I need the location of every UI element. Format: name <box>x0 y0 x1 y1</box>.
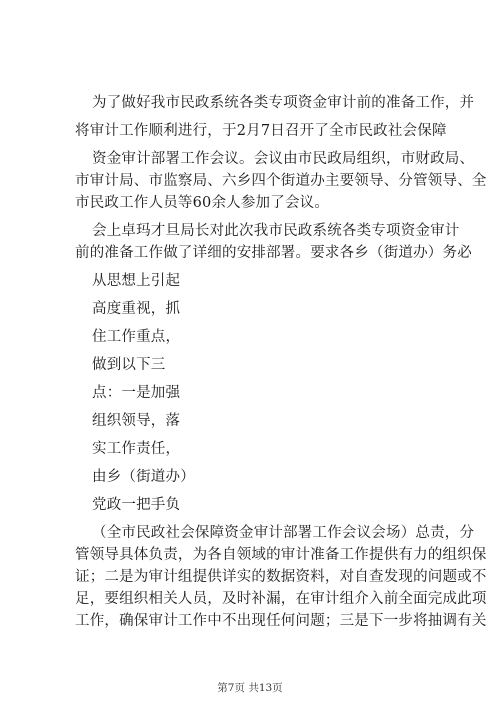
text-line: 住工作重点， <box>92 329 181 345</box>
text-line: 从思想上引起 <box>92 273 181 289</box>
text-line: 管领导具体负责，为各自领域的审计准备工作提供有力的组织保 <box>75 547 487 563</box>
text-line: 点：一是加强 <box>92 385 181 401</box>
text-line: 党政一把手负 <box>92 497 181 513</box>
text-line: 将审计工作顺利进行，于2月7日召开了全市民政社会保障 <box>75 123 447 139</box>
text-line: 会上卓玛才旦局长对此次我市民政系统各类专项资金审计 <box>92 223 460 239</box>
text-line: 前的准备工作做了详细的安排部署。要求各乡（街道办）务必 <box>75 245 472 261</box>
text-line: 足，要组织相关人员，及时补漏，在审计组介入前全面完成此项 <box>75 591 487 607</box>
text-line: 工作，确保审计工作中不出现任何问题；三是下一步将抽调有关 <box>75 613 487 629</box>
text-line: 资金审计部署工作会议。会议由市民政局组织，市财政局、 <box>92 151 475 167</box>
text-line: 实工作责任， <box>92 441 181 457</box>
page-number-footer: 第7页 共13页 <box>217 682 283 694</box>
text-line: （全市民政社会保障资金审计部署工作会议会场）总责，分 <box>92 525 475 541</box>
text-line: 组织领导，落 <box>92 413 181 429</box>
text-line: 高度重视，抓 <box>92 301 181 317</box>
text-line: 做到以下三 <box>92 357 166 373</box>
text-line: 为了做好我市民政系统各类专项资金审计前的准备工作，并 <box>92 95 475 111</box>
text-line: 市民政工作人员等60余人参加了会议。 <box>75 195 330 211</box>
text-line: 证；二是为审计组提供详实的数据资料，对自查发现的问题或不 <box>75 569 487 585</box>
text-line: 市审计局、市监察局、六乡四个街道办主要领导、分管领导、全 <box>75 173 487 189</box>
text-line: 由乡（街道办） <box>92 469 195 485</box>
